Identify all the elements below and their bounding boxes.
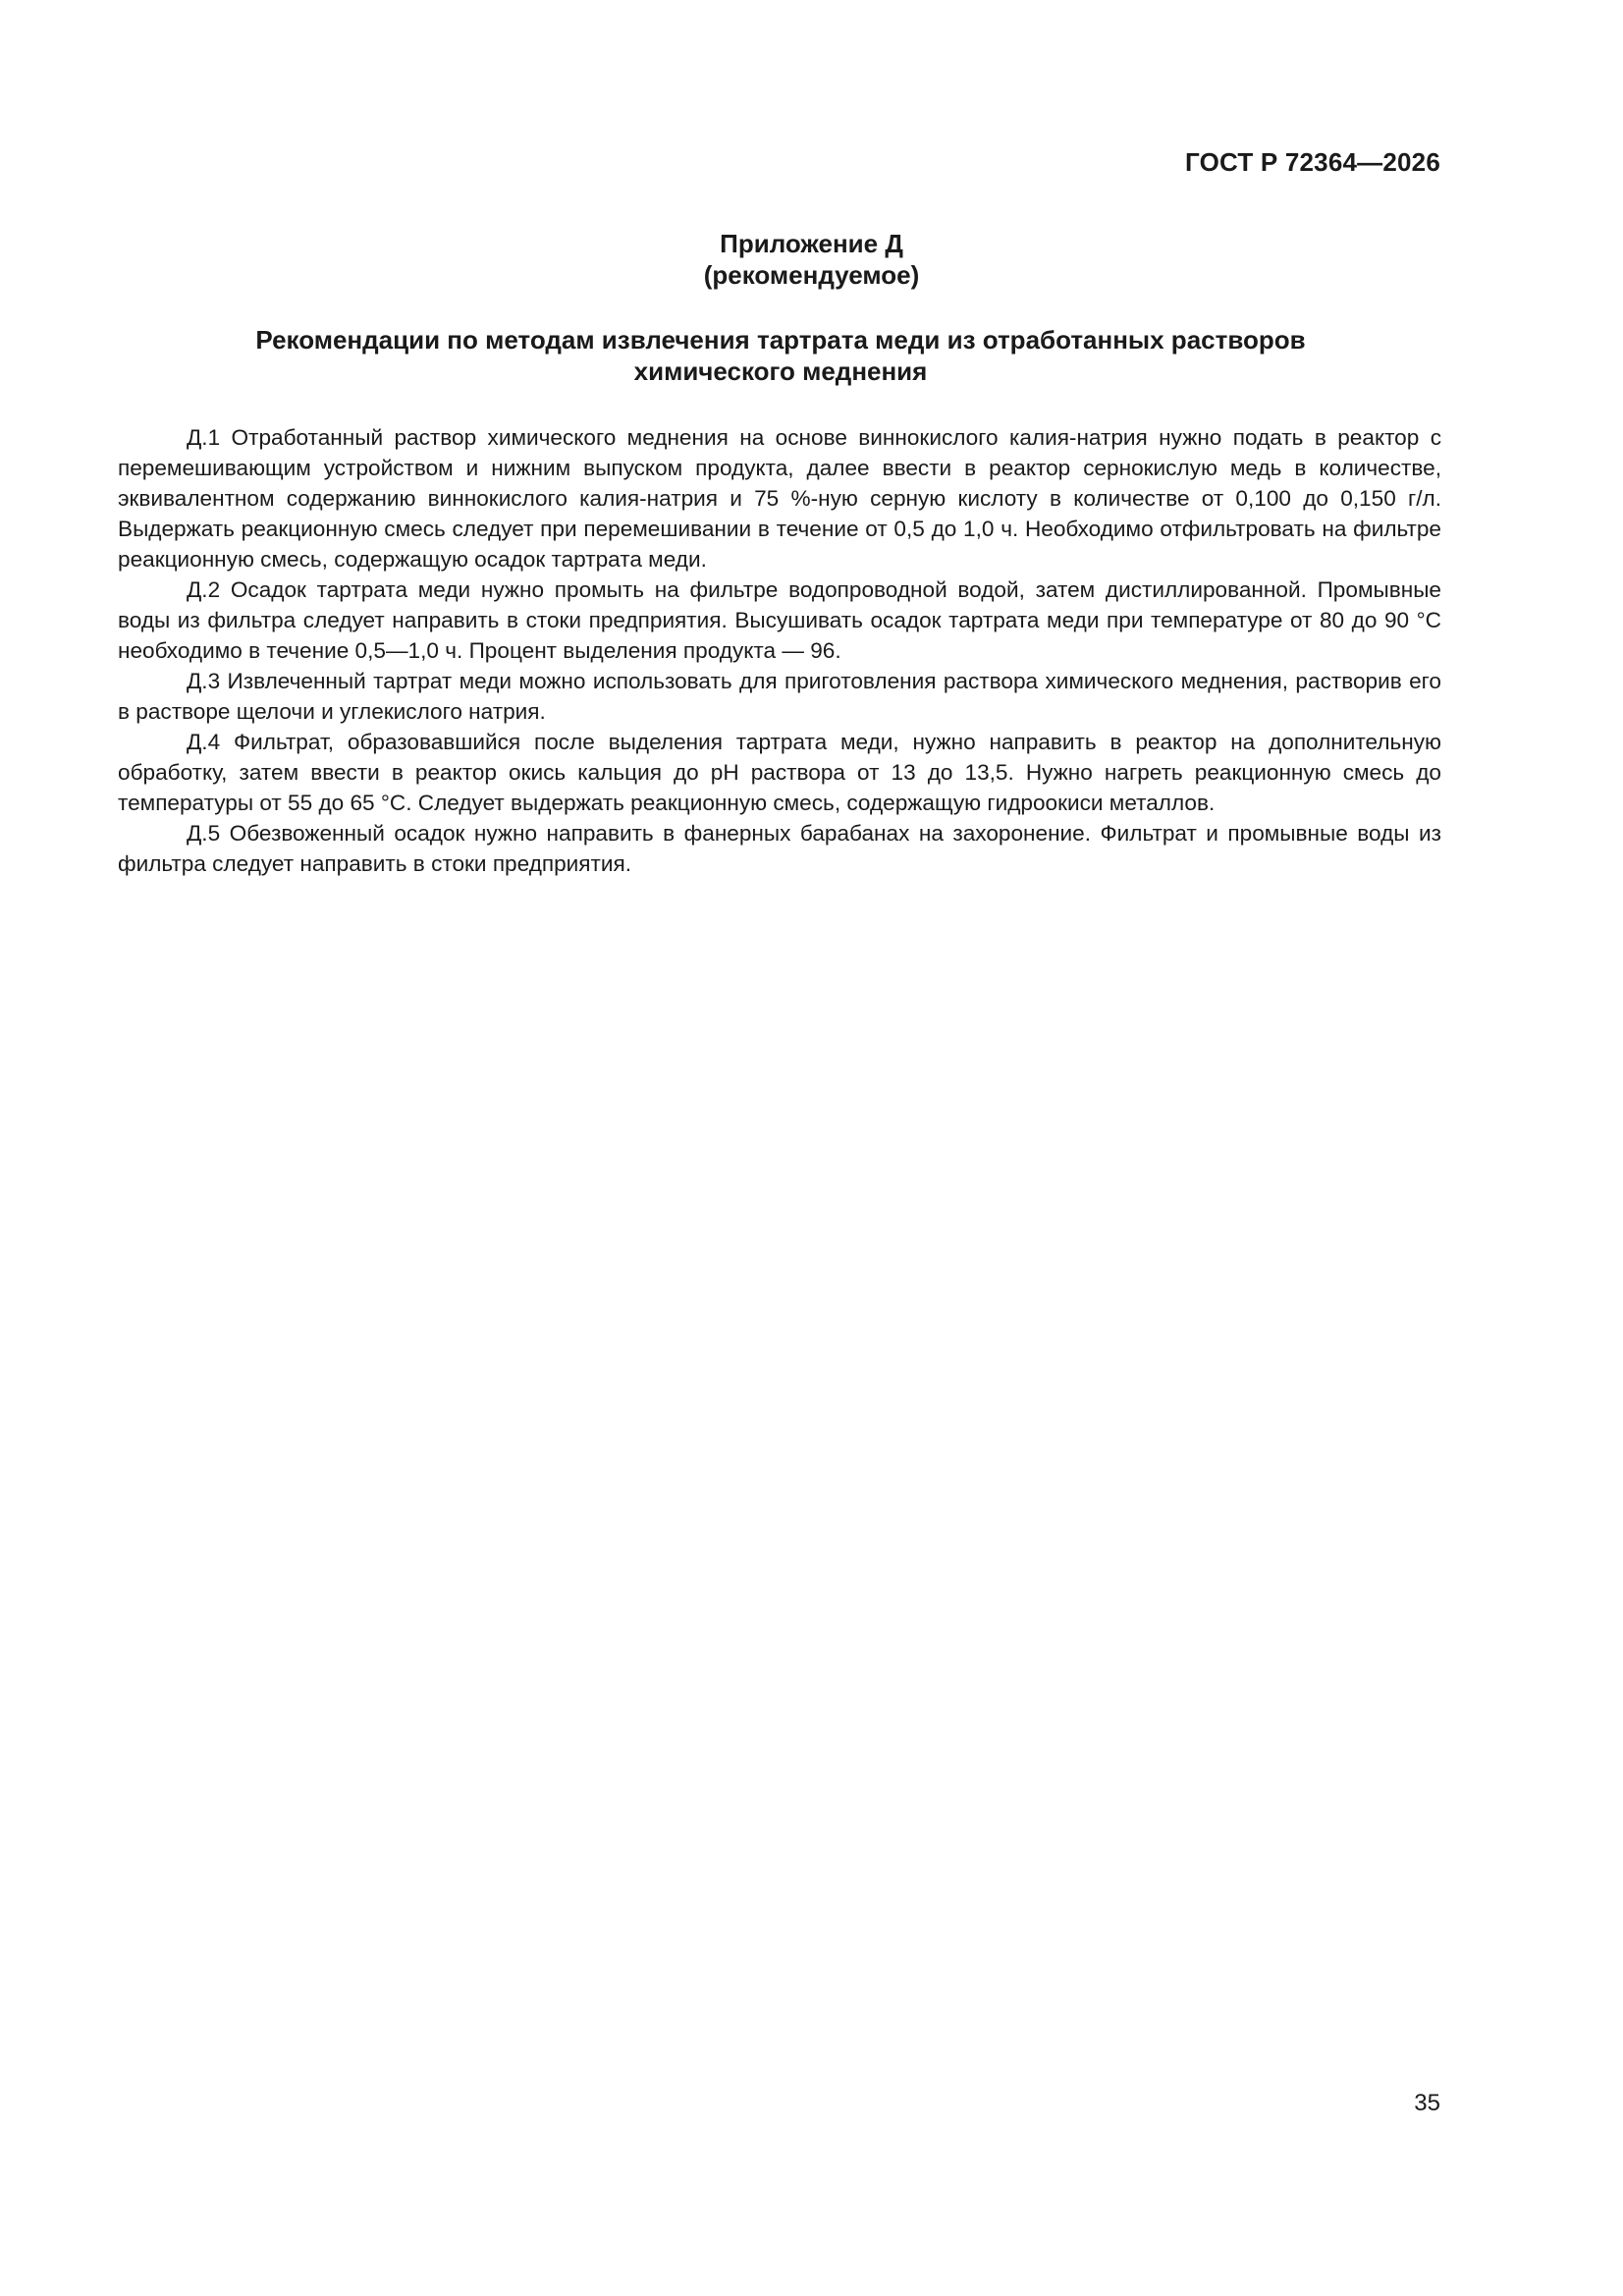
- paragraph-d3: Д.3 Извлеченный тартрат меди можно использовать для приготовления раствора химического меднения, растворив его в растворе щелочи и углекислого натрия.: [118, 669, 1441, 724]
- annex-heading: [0, 228, 1623, 291]
- paragraph-d5: Д.5 Обезвоженный осадок нужно направить в фанерных барабанах на захоронение. Фильтрат и промывные воды из фильтра следует направить в стоки предприятия.: [118, 821, 1441, 876]
- page-number: 35: [1414, 2090, 1440, 2116]
- body-text: [118, 422, 1441, 879]
- paragraph-d2: Д.2 Осадок тартрата меди нужно промыть на фильтре водопроводной водой, затем дистиллированной. Промывные воды из фильтра следует направить в стоки предприятия. Высушивать осадок тартрата меди при температуре от 80 до 90 °С необходимо в течение 0,5—1,0 ч. Процент выделения продукта — 96.: [118, 577, 1441, 663]
- paragraph-d1: Д.1 Отработанный раствор химического меднения на основе виннокислого калия-натрия нужно подать в реактор с перемешивающим устройством и нижним выпуском продукта, далее ввести в реактор сернокислую медь в количестве, эквивалентном содержанию виннокислого калия-натрия и 75 %-ную серную кислоту в количестве от 0,100 до 0,150 г/л. Выдержать реакционную смесь следует при перемешивании в течение от 0,5 до 1,0 ч. Необходимо отфильтровать на фильтре реакционную смесь, содержащую осадок тартрата меди.: [118, 425, 1441, 572]
- section-title: [118, 324, 1443, 387]
- annex-status: (рекомендуемое): [703, 260, 920, 290]
- section-title-line-2: химического меднения: [633, 356, 928, 386]
- paragraph-d4: Д.4 Фильтрат, образовавшийся после выделения тартрата меди, нужно направить в реактор на дополнительную обработку, затем ввести в реактор окись кальция до pH раствора от 13 до 13,5. Нужно нагреть реакционную смесь до температуры от 55 до 65 °С. Следует выдержать реакционную смесь, содержащую гидроокиси металлов.: [118, 730, 1441, 815]
- annex-title: Приложение Д: [720, 229, 903, 258]
- section-title-line-1: Рекомендации по методам извлечения тартрата меди из отработанных растворов: [255, 325, 1306, 355]
- document-code: ГОСТ Р 72364—2026: [1185, 147, 1440, 177]
